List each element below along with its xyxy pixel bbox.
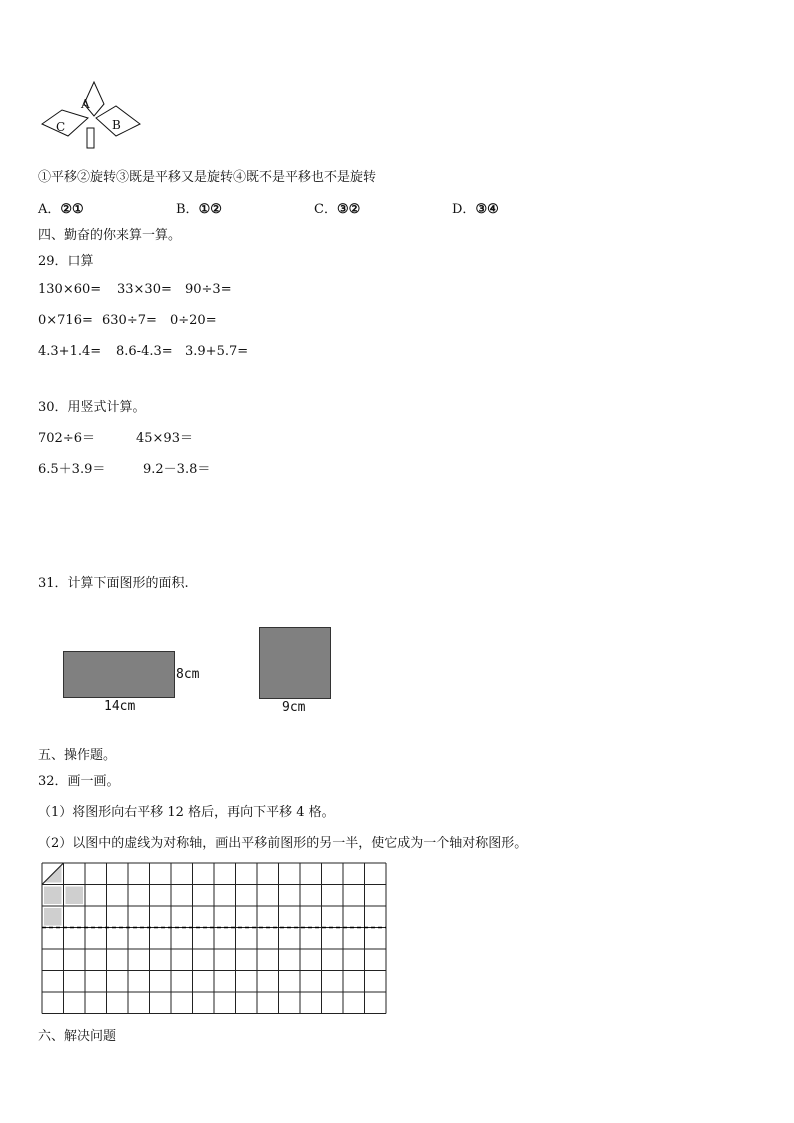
- option-c-text: ③②: [336, 202, 361, 217]
- q29-item: 90÷3=: [185, 282, 232, 297]
- shapes-abc-figure: [38, 80, 148, 152]
- square-side-label: 9cm: [282, 700, 306, 715]
- label-b: B: [112, 118, 121, 132]
- shape-stem: [87, 128, 94, 148]
- q29-item: 0÷20=: [170, 313, 217, 328]
- option-d: [452, 198, 499, 217]
- option-b-letter: B．: [176, 202, 199, 217]
- section6-title: 六、解决问题: [38, 1029, 117, 1044]
- q29-title: 29．口算: [38, 254, 94, 269]
- option-c: [314, 198, 360, 217]
- option-b: [176, 198, 222, 217]
- q29-item: 8.6-4.3=: [116, 344, 173, 359]
- q30-title: 30．用竖式计算。: [38, 400, 146, 415]
- q32-part2: （2）以图中的虚线为对称轴，画出平移前图形的另一半，使它成为一个轴对称图形。: [38, 836, 528, 851]
- option-a-letter: A．: [38, 202, 61, 217]
- q30-item: 6.5＋3.9＝: [38, 462, 106, 477]
- q29-item: 33×30=: [117, 282, 172, 297]
- option-a: [38, 198, 84, 217]
- option-b-text: ①②: [198, 202, 222, 217]
- section4-title: 四、勤奋的你来算一算。: [38, 228, 182, 243]
- drawing-grid[interactable]: [41, 862, 387, 1014]
- q29-item: 3.9+5.7=: [185, 344, 249, 359]
- rect-width-label: 14cm: [104, 699, 136, 714]
- option-a-text: ②①: [60, 202, 84, 217]
- q30-item: 9.2－3.8＝: [143, 462, 211, 477]
- square-shape: [259, 627, 331, 699]
- rect-height-label: 8cm: [176, 667, 200, 682]
- option-c-letter: C．: [314, 202, 337, 217]
- q32-title: 32．画一画。: [38, 774, 120, 789]
- shaded-cell: [44, 908, 62, 926]
- q32-part1: （1）将图形向右平移 12 格后，再向下平移 4 格。: [38, 805, 335, 820]
- label-c: C: [56, 120, 66, 134]
- q29-item: 630÷7=: [102, 313, 157, 328]
- rectangle-shape: [63, 651, 175, 698]
- shaded-cell: [66, 887, 84, 905]
- q28-statement: ①平移②旋转③既是平移又是旋转④既不是平移也不是旋转: [38, 170, 377, 185]
- shaded-cell: [44, 887, 62, 905]
- option-d-text: ③④: [475, 202, 499, 217]
- section5-title: 五、操作题。: [38, 748, 117, 763]
- label-a: A: [81, 97, 90, 111]
- option-d-letter: D．: [452, 202, 476, 217]
- q29-item: 130×60=: [38, 282, 102, 297]
- q30-item: 702÷6＝: [38, 431, 95, 446]
- q29-item: 4.3+1.4=: [38, 344, 102, 359]
- q30-item: 45×93＝: [136, 431, 193, 446]
- q29-item: 0×716=: [38, 313, 93, 328]
- q31-title: 31．计算下面图形的面积.: [38, 576, 189, 591]
